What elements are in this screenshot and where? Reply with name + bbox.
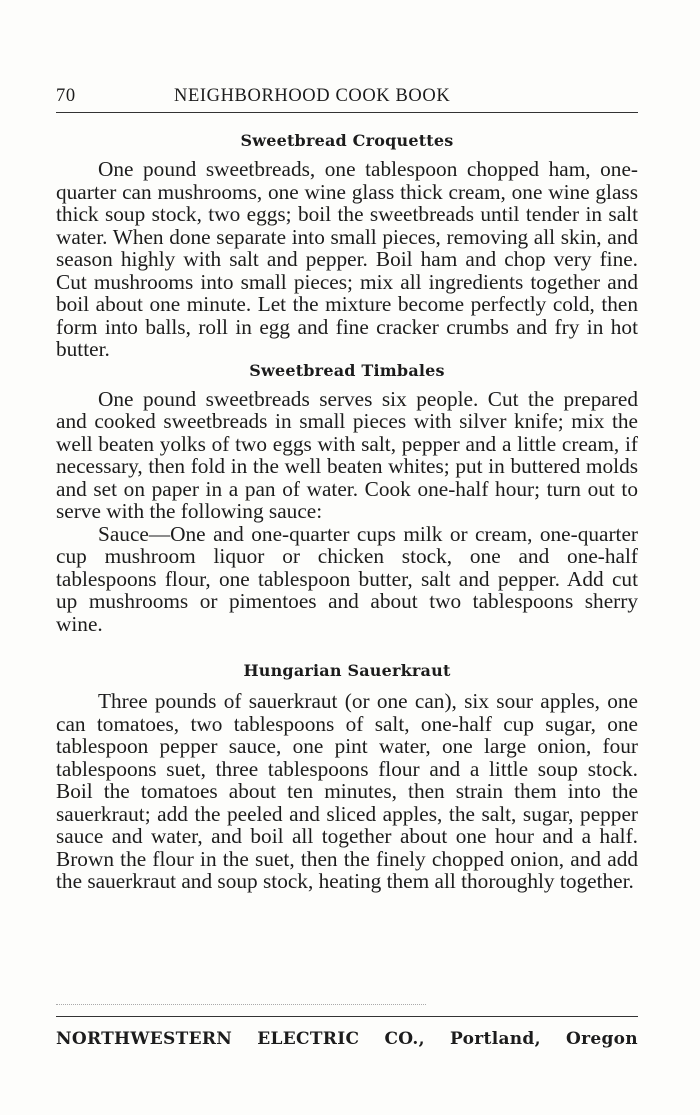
end-rule (56, 1004, 426, 1005)
advertiser-footer (56, 1016, 638, 1049)
recipe-paragraph: One pound sweetbreads serves six people. Cut the prepared and cooked sweetbreads in small pieces with silver knife; mix the well beaten yolks of two eggs with salt, pepper and a little cream, if necessary, then fold in the well beaten whites; put in buttered molds and set on paper in a pan of water. Cook one-half hour; turn out to serve with the following sauce: (56, 386, 638, 523)
recipe-paragraph-sauce: Sauce—One and one-quarter cups milk or cream, one-quarter cup mushroom liquor or chicken stock, one and one-half tablespoons flour, one tablespoon butter, salt and pepper. Add cut up mushrooms or pimentoes and about two tablespoons sherry wine. (56, 521, 638, 636)
page-number: 70 (56, 86, 76, 106)
footer-state: Oregon (566, 1029, 638, 1049)
footer-company-word: NORTHWESTERN (56, 1029, 233, 1049)
footer-company-word: ELECTRIC (257, 1029, 360, 1049)
recipe-body-hungarian-sauerkraut (56, 690, 638, 893)
recipe-body-sweetbread-timbales (56, 388, 638, 636)
recipe-paragraph: One pound sweetbreads, one tablespoon chopped ham, one-quarter can mushrooms, one wine glass thick cream, one wine glass thick soup stock, two eggs; boil the sweetbreads until tender in salt water. When done separate into small pieces, removing all skin, and season highly with salt and pepper. Boil ham and chop very fine. Cut mushrooms into small pieces; mix all ingredients together and boil about one minute. Let the mixture become perfectly cold, then form into balls, roll in egg and fine cracker crumbs and fry in hot butter. (56, 157, 638, 361)
recipe-title-hungarian-sauerkraut: Hungarian Sauerkraut (243, 661, 451, 680)
recipe-title-sweetbread-timbales: Sweetbread Timbales (249, 360, 445, 380)
book-page (56, 86, 638, 893)
running-title: NEIGHBORHOOD COOK BOOK (174, 86, 451, 106)
recipe-paragraph: Three pounds of sauerkraut (or one can), six sour apples, one can tomatoes, two tablespoons of salt, one-half cup sugar, one tablespoon pepper sauce, one pint water, one large onion, four tablespoons suet, three tablespoons flour and a little soup stock. Boil the tomatoes about ten minutes, then strain them into the sauerkraut; add the peeled and sliced apples, the salt, sugar, pepper sauce and water, and boil all together about one hour and a half. Brown the flour in the suet, then the finely chopped onion, and add the sauerkraut and soup stock, heating them all thoroughly together. (56, 689, 638, 893)
recipe-body-sweetbread-croquettes (56, 158, 638, 361)
footer-city: Portland, (450, 1029, 541, 1049)
recipe-title-sweetbread-croquettes: Sweetbread Croquettes (240, 131, 454, 150)
running-header (56, 86, 638, 113)
footer-company-word: CO., (384, 1029, 425, 1049)
